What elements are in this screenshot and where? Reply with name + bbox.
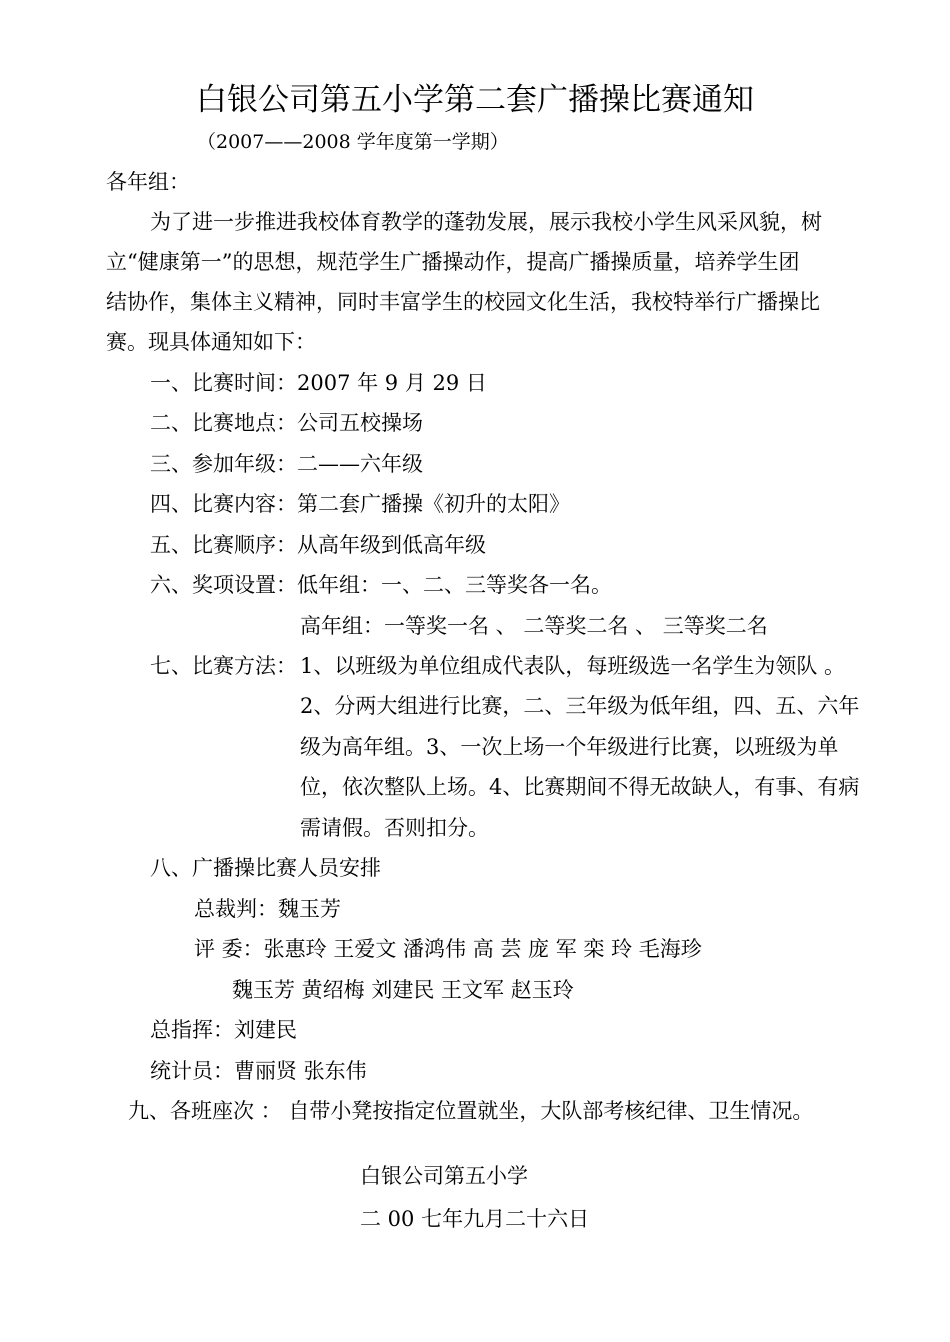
intro-line: 结协作，集体主义精神，同时丰富学生的校园文化生活，我校特举行广播操比 bbox=[106, 290, 820, 314]
method-line: 位，依次整队上场。4、比赛期间不得无故缺人，有事、有病 bbox=[300, 775, 860, 799]
intro-line: 赛。现具体通知如下： bbox=[106, 330, 316, 354]
statistician: 统计员：曹丽贤 张东伟 bbox=[150, 1059, 367, 1083]
page-title: 白银公司第五小学第二套广播操比赛通知 bbox=[196, 82, 754, 118]
item-awards-low: 六、奖项设置：低年组：一、二、三等奖各一名。 bbox=[150, 573, 612, 597]
item-content: 四、比赛内容：第二套广播操《初升的太阳》 bbox=[150, 492, 570, 516]
staff-heading: 八、广播操比赛人员安排 bbox=[150, 856, 381, 880]
method-line: 需请假。否则扣分。 bbox=[300, 816, 489, 840]
commander: 总指挥：刘建民 bbox=[150, 1018, 297, 1042]
item-order: 五、比赛顺序：从高年级到低高年级 bbox=[150, 533, 486, 557]
page-subtitle: （2007——2008 学年度第一学期） bbox=[197, 131, 509, 153]
item-place: 二、比赛地点：公司五校操场 bbox=[150, 411, 423, 435]
chief-judge: 总裁判：魏玉芳 bbox=[194, 897, 341, 921]
signature-org: 白银公司第五小学 bbox=[360, 1164, 528, 1188]
item-awards-high: 高年组：一等奖一名 、 二等奖二名 、 三等奖二名 bbox=[300, 614, 768, 638]
method-line: 1、以班级为单位组成代表队，每班级选一名学生为领队 。 bbox=[300, 654, 846, 678]
item-seating: 九、各班座次 ： 自带小凳按指定位置就坐，大队部考核纪律、卫生情况。 bbox=[128, 1099, 814, 1123]
item-method-label: 七、比赛方法： bbox=[150, 654, 297, 678]
signature-date: 二 00 七年九月二十六日 bbox=[360, 1207, 590, 1231]
judges-line: 评 委：张惠玲 王爱文 潘鸿伟 高 芸 庞 军 栾 玲 毛海珍 bbox=[194, 937, 702, 961]
judges-line: 魏玉芳 黄绍梅 刘建民 王文军 赵玉玲 bbox=[232, 978, 574, 1002]
method-line: 级为高年组。3、一次上场一个年级进行比赛，以班级为单 bbox=[300, 735, 839, 759]
item-time: 一、比赛时间：2007 年 9 月 29 日 bbox=[150, 371, 487, 395]
intro-line: 立“健康第一”的思想，规范学生广播操动作，提高广播操质量，培养学生团 bbox=[106, 250, 800, 274]
salutation: 各年组： bbox=[106, 170, 190, 194]
method-line: 2、分两大组进行比赛，二、三年级为低年组，四、五、六年 bbox=[300, 694, 860, 718]
item-grades: 三、参加年级：二——六年级 bbox=[150, 452, 423, 476]
intro-line: 为了进一步推进我校体育教学的蓬勃发展，展示我校小学生风采风貌，树 bbox=[150, 210, 822, 234]
